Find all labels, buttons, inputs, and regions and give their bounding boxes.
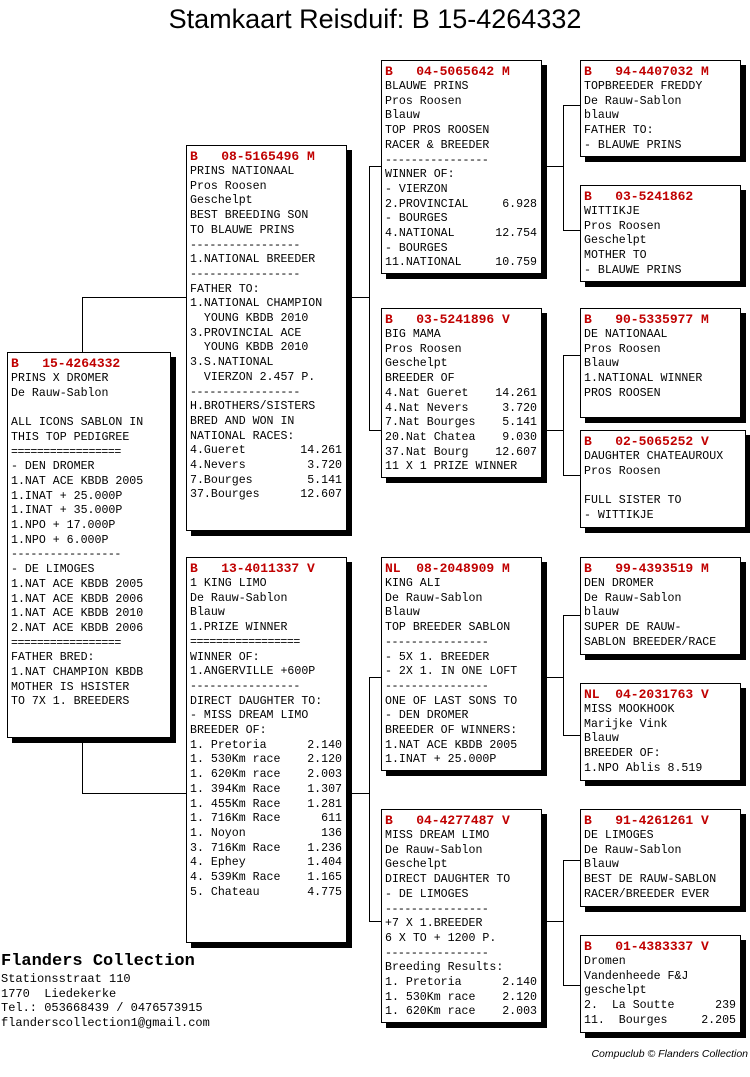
connector-line xyxy=(82,793,187,794)
result-race: 3. 716Km Race xyxy=(190,841,281,855)
connector-line xyxy=(369,677,370,921)
ring-number: NL 04-2031763 V xyxy=(584,687,709,702)
card-text-line: geschelpt xyxy=(584,984,647,998)
card-text-line: De Rauw-Sablon xyxy=(584,591,682,605)
card-text-line: 1.INAT + 25.000P xyxy=(385,753,497,767)
card-text-line: - BLAUWE PRINS xyxy=(584,263,682,277)
pedigree-card-sire-sire-sire xyxy=(580,60,741,157)
card-text-line: BEST DE RAUW-SABLON xyxy=(584,873,717,887)
result-count: 14.261 xyxy=(300,444,342,458)
separator-line: ----------------- xyxy=(190,267,300,281)
result-row xyxy=(190,474,346,489)
card-text-line: FATHER TO: xyxy=(584,124,654,138)
card-text-line: De Rauw-Sablon xyxy=(190,591,288,605)
pedigree-card-sire-dam-sire xyxy=(580,308,741,418)
result-count: 3.720 xyxy=(307,459,342,473)
card-text-line: BRED AND WON IN xyxy=(190,414,295,428)
pedigree-card-dam-sire xyxy=(381,557,542,771)
result-row xyxy=(385,976,541,991)
card-text-line: RACER & BREEDER xyxy=(385,138,490,152)
result-row xyxy=(190,842,346,857)
card-text-line: Breeding Results: xyxy=(385,961,504,975)
card-text-line: VIERZON 2.457 P. xyxy=(190,370,316,384)
card-text-line: Geschelpt xyxy=(584,234,647,248)
card-text-line: De Rauw-Sablon xyxy=(385,591,483,605)
card-text-line: - 2X 1. IN ONE LOFT xyxy=(385,665,518,679)
result-row xyxy=(190,444,346,459)
card-text-line: blauw xyxy=(584,606,619,620)
card-text-line: DE LIMOGES xyxy=(584,829,654,842)
pedigree-card-dam-sire-dam xyxy=(580,683,741,781)
result-race: 4.NATIONAL xyxy=(385,227,455,241)
card-text-line: De Rauw-Sablon xyxy=(11,386,109,400)
ring-number: B 13-4011337 V xyxy=(190,561,315,576)
card-text-line: ONE OF LAST SONS TO xyxy=(385,694,518,708)
result-race: 1. 620Km race xyxy=(190,768,281,782)
card-text-line: 1.NATIONAL WINNER xyxy=(584,372,703,386)
separator-line: ---------------- xyxy=(385,635,489,649)
card-text-line: Pros Roosen xyxy=(584,342,661,356)
connector-line xyxy=(82,297,83,353)
card-text-line: Pros Roosen xyxy=(584,219,661,233)
separator-line: ================= xyxy=(11,636,121,650)
card-text-line: 1.NAT ACE KBDB 2010 xyxy=(11,607,144,621)
result-row xyxy=(190,886,346,901)
result-count: 239 xyxy=(715,999,736,1013)
card-text-line: 6 X TO + 1200 P. xyxy=(385,931,497,945)
separator-line: ----------------- xyxy=(190,679,300,693)
result-race: 1. Pretoria xyxy=(385,976,462,989)
separator-line: ---------------- xyxy=(385,902,489,916)
card-text-line: Geschelpt xyxy=(385,858,448,872)
result-count: 1.307 xyxy=(307,782,342,796)
result-row xyxy=(385,446,541,461)
card-text-line: TO BLAUWE PRINS xyxy=(190,223,295,237)
card-text-line: SUPER DE RAUW- xyxy=(584,621,682,635)
ring-number: B 02-5065252 V xyxy=(584,434,709,449)
card-text-line: - BOURGES xyxy=(385,241,448,255)
result-count: 2.140 xyxy=(307,738,342,752)
breeder-name: Flanders Collection xyxy=(1,952,195,971)
ring-number: B 01-4383337 V xyxy=(584,939,709,954)
pedigree-card-dam-sire-sire xyxy=(580,557,741,655)
card-text-line: FATHER BRED: xyxy=(11,651,95,665)
card-text-line: 1.NPO + 17.000P xyxy=(11,519,116,532)
card-text-line: Pros Roosen xyxy=(190,179,267,193)
connector-line xyxy=(545,166,564,167)
card-text-line: MISS MOOKHOOK xyxy=(584,703,675,716)
result-row xyxy=(190,783,346,798)
card-text-line: - 5X 1. BREEDER xyxy=(385,650,490,664)
card-text-line: NATIONAL RACES: xyxy=(190,429,295,443)
result-row xyxy=(190,812,346,827)
ring-number: B 91-4261261 V xyxy=(584,813,709,828)
card-text-line xyxy=(11,401,170,416)
breeder-contact xyxy=(1,952,210,1030)
breeder-email[interactable]: flanderscollection1@gmail.com xyxy=(1,1015,210,1030)
card-text-line: - BOURGES xyxy=(385,212,448,226)
pedigree-card-dam xyxy=(186,557,347,943)
result-race: 1. 716Km Race xyxy=(190,812,281,826)
result-row xyxy=(385,198,541,213)
card-text-line: WITTIKJE xyxy=(584,205,640,218)
card-text-line: TOP BREEDER SABLON xyxy=(385,621,511,635)
result-race: 4.Nevers xyxy=(190,459,246,473)
result-count: 2.140 xyxy=(502,976,537,989)
card-text-line: BEST BREEDING SON xyxy=(190,209,309,223)
pedigree-card-sire-sire-dam xyxy=(580,185,741,282)
card-text-line: YOUNG KBDB 2010 xyxy=(190,312,309,325)
card-text-line: WINNER OF: xyxy=(190,650,260,664)
pedigree-card-sire-sire xyxy=(381,60,542,274)
result-race: 2. La Soutte xyxy=(584,999,675,1013)
result-count: 12.607 xyxy=(495,445,537,459)
card-text-line: BLAUWE PRINS xyxy=(385,80,469,93)
result-race: 20.Nat Chatea xyxy=(385,430,476,444)
card-text-line: 1.NAT CHAMPION KBDB xyxy=(11,666,144,679)
card-text-line: - MISS DREAM LIMO xyxy=(190,709,309,723)
card-text-line: FULL SISTER TO xyxy=(584,494,682,508)
connector-line xyxy=(545,921,564,922)
card-text-line: 1.INAT + 35.000P xyxy=(11,504,123,518)
card-text-line: DE NATIONAAL xyxy=(584,328,668,341)
card-text-line: PROS ROOSEN xyxy=(584,386,661,400)
card-text-line: 11 X 1 PRIZE WINNER xyxy=(385,460,518,474)
connector-line xyxy=(351,793,370,794)
card-text-line: KING ALI xyxy=(385,577,441,590)
card-text-line: 1.NAT ACE KBDB 2006 xyxy=(11,592,144,606)
card-text-line: - DE LIMOGES xyxy=(385,887,469,901)
result-count: 9.030 xyxy=(502,430,537,444)
connector-line xyxy=(82,738,83,794)
card-text-line: 1 KING LIMO xyxy=(190,577,267,590)
result-count: 3.720 xyxy=(502,401,537,415)
card-text-line: Marijke Vink xyxy=(584,717,668,731)
card-text-line: MISS DREAM LIMO xyxy=(385,829,490,842)
pedigree-card-sire xyxy=(186,145,347,531)
pedigree-card-dam-dam xyxy=(381,809,542,1023)
result-count: 2.120 xyxy=(307,753,342,767)
connector-line xyxy=(563,105,564,230)
card-text-line xyxy=(584,479,745,494)
separator-line: ================= xyxy=(190,635,300,649)
card-text-line: - DE LIMOGES xyxy=(11,563,95,577)
result-count: 5.141 xyxy=(307,473,342,487)
page-title: Stamkaart Reisduif: B 15-4264332 xyxy=(168,4,582,34)
separator-line: ----------------- xyxy=(11,548,121,562)
result-count: 611 xyxy=(321,812,342,826)
card-text-line: YOUNG KBDB 2010 xyxy=(190,341,309,355)
card-text-line: Blauw xyxy=(584,357,619,371)
ring-number: B 04-5065642 M xyxy=(385,64,510,79)
card-text-line: H.BROTHERS/SISTERS xyxy=(190,400,316,414)
card-text-line: DAUGHTER CHATEAUROUX xyxy=(584,450,724,463)
connector-line xyxy=(563,615,564,735)
result-race: 4.Gueret xyxy=(190,444,246,458)
card-text-line: TOP PROS ROOSEN xyxy=(385,124,490,138)
card-text-line: Blauw xyxy=(584,732,619,746)
separator-line: ----------------- xyxy=(190,238,300,252)
card-text-line: +7 X 1.BREEDER xyxy=(385,917,483,931)
ring-number: B 90-5335977 M xyxy=(584,312,709,327)
result-count: 6.928 xyxy=(502,197,537,211)
card-text-line: 1.NATIONAL BREEDER xyxy=(190,253,316,267)
result-row xyxy=(385,256,541,271)
result-count: 10.759 xyxy=(495,256,537,270)
result-race: 2.PROVINCIAL xyxy=(385,197,469,211)
pedigree-card-subject xyxy=(7,352,171,738)
card-text-line: - VIERZON xyxy=(385,182,448,196)
separator-line: ---------------- xyxy=(385,946,489,960)
result-row xyxy=(190,798,346,813)
result-count: 1.165 xyxy=(307,871,342,885)
card-text-line: BREEDER OF xyxy=(385,372,455,386)
result-race: 1. 620Km race xyxy=(385,1005,476,1019)
result-count: 12.754 xyxy=(495,227,537,241)
result-race: 4.Nat Gueret xyxy=(385,386,469,400)
result-race: 7.Nat Bourges xyxy=(385,416,476,430)
card-text-line: blauw xyxy=(584,109,619,123)
card-text-line: FATHER TO: xyxy=(190,282,260,296)
result-row xyxy=(584,999,740,1014)
result-race: 1. 530Km race xyxy=(190,753,281,767)
credit-line: Compuclub © Flanders Collection xyxy=(591,1048,748,1060)
result-race: 1. Pretoria xyxy=(190,738,267,752)
ring-number: B 04-4277487 V xyxy=(385,813,510,828)
ring-number: B 03-5241896 V xyxy=(385,312,510,327)
result-row xyxy=(190,739,346,754)
result-count: 5.141 xyxy=(502,416,537,430)
card-text-line: Vandenheede F&J xyxy=(584,969,689,983)
result-race: 5. Chateau xyxy=(190,885,260,899)
pedigree-card-dam-dam-dam xyxy=(580,935,741,1033)
card-text-line: De Rauw-Sablon xyxy=(584,94,682,108)
card-text-line: 1.NAT ACE KBDB 2005 xyxy=(11,474,144,488)
card-text-line: 3.PROVINCIAL ACE xyxy=(190,326,302,340)
result-row xyxy=(385,387,541,402)
result-row xyxy=(385,416,541,431)
result-count: 2.120 xyxy=(502,990,537,1004)
card-text-line: MOTHER IS HSISTER xyxy=(11,680,130,694)
card-text-line: 2.NAT ACE KBDB 2006 xyxy=(11,621,144,635)
card-text-line: SABLON BREEDER/RACE xyxy=(584,635,717,649)
result-race: 1. Noyon xyxy=(190,826,246,840)
card-text-line: - DEN DROMER xyxy=(11,460,95,474)
card-text-line: Blauw xyxy=(385,606,420,620)
result-race: 1. 394Km Race xyxy=(190,782,281,796)
card-text-line: PRINS NATIONAAL xyxy=(190,165,295,178)
card-text-line: 1.NPO Ablis 8.519 xyxy=(584,761,703,775)
result-count: 1.404 xyxy=(307,856,342,870)
breeder-city: 1770 Liedekerke xyxy=(1,986,117,1001)
card-text-line: Pros Roosen xyxy=(385,342,462,356)
result-race: 7.Bourges xyxy=(190,473,253,487)
result-count: 4.775 xyxy=(307,885,342,899)
card-text-line: MOTHER TO xyxy=(584,249,647,263)
result-count: 2.003 xyxy=(307,768,342,782)
card-text-line: Geschelpt xyxy=(190,194,253,208)
card-text-line: 1.NAT ACE KBDB 2005 xyxy=(11,577,144,591)
connector-line xyxy=(545,677,564,678)
card-text-line: De Rauw-Sablon xyxy=(584,843,682,857)
card-text-line: Pros Roosen xyxy=(385,94,462,108)
breeder-address: Stationsstraat 110 xyxy=(1,972,131,986)
connector-line xyxy=(563,355,564,475)
result-count: 1.236 xyxy=(307,841,342,855)
breeder-phone: Tel.: 053668439 / 0476573915 xyxy=(1,1001,203,1016)
result-row xyxy=(190,753,346,768)
card-text-line: BIG MAMA xyxy=(385,328,441,341)
card-text-line: RACER/BREEDER EVER xyxy=(584,887,710,901)
ring-number: B 15-4264332 xyxy=(11,356,121,371)
result-row xyxy=(190,871,346,886)
result-race: 4.Nat Nevers xyxy=(385,401,469,415)
card-text-line: TOPBREEDER FREDDY xyxy=(584,80,703,93)
result-count: 14.261 xyxy=(495,386,537,400)
result-row xyxy=(385,402,541,417)
card-text-line: Blauw xyxy=(190,606,225,620)
result-row xyxy=(385,431,541,446)
result-row xyxy=(190,459,346,474)
card-text-line: DIRECT DAUGHTER TO: xyxy=(190,694,323,708)
pedigree-card-sire-dam xyxy=(381,308,542,478)
ring-number: NL 08-2048909 M xyxy=(385,561,510,576)
result-count: 1.281 xyxy=(307,797,342,811)
result-row xyxy=(584,1014,740,1029)
card-text-line: DEN DROMER xyxy=(584,577,654,590)
card-text-line: Blauw xyxy=(385,109,420,123)
result-row xyxy=(190,856,346,871)
connector-line xyxy=(545,430,564,431)
result-race: 1. 530Km race xyxy=(385,990,476,1004)
connector-line xyxy=(563,860,564,985)
pedigree-card-dam-dam-sire xyxy=(580,809,741,907)
ring-number: B 08-5165496 M xyxy=(190,149,315,164)
result-row xyxy=(385,227,541,242)
result-race: 11. Bourges xyxy=(584,1013,668,1027)
result-count: 2.003 xyxy=(502,1005,537,1019)
result-race: 11.NATIONAL xyxy=(385,256,462,270)
result-count: 136 xyxy=(321,826,342,840)
card-text-line: PRINS X DROMER xyxy=(11,372,109,385)
card-text-line: Dromen xyxy=(584,955,626,968)
card-text-line: 1.NPO + 6.000P xyxy=(11,533,109,547)
card-text-line: WINNER OF: xyxy=(385,168,455,182)
card-text-line: 1.NAT ACE KBDB 2005 xyxy=(385,738,518,752)
result-count: 2.205 xyxy=(701,1013,736,1027)
result-row xyxy=(385,1005,541,1020)
card-text-line: - BLAUWE PRINS xyxy=(584,138,682,152)
result-race: 37.Nat Bourg xyxy=(385,445,469,459)
result-race: 4. 539Km Race xyxy=(190,871,281,885)
card-text-line: BREEDER OF: xyxy=(190,724,267,737)
result-row xyxy=(190,827,346,842)
separator-line: ================= xyxy=(11,445,121,459)
card-text-line: TO 7X 1. BREEDERS xyxy=(11,695,130,709)
result-race: 37.Bourges xyxy=(190,488,260,502)
separator-line: ---------------- xyxy=(385,153,489,167)
result-race: 1. 455Km Race xyxy=(190,797,281,811)
result-row xyxy=(385,991,541,1006)
card-text-line: Geschelpt xyxy=(385,357,448,371)
card-text-line: 1.NATIONAL CHAMPION xyxy=(190,297,323,311)
card-text-line: BREEDER OF WINNERS: xyxy=(385,724,518,737)
card-text-line: ALL ICONS SABLON IN xyxy=(11,416,144,430)
pedigree-card-sire-dam-dam xyxy=(580,430,746,528)
card-text-line: DIRECT DAUGHTER TO xyxy=(385,873,511,887)
card-text-line: De Rauw-Sablon xyxy=(385,843,483,857)
result-count: 12.607 xyxy=(300,488,342,502)
result-row xyxy=(190,768,346,783)
ring-number: B 03-5241862 xyxy=(584,189,694,204)
ring-number: B 99-4393519 M xyxy=(584,561,709,576)
card-text-line: 1.PRIZE WINNER xyxy=(190,621,288,635)
card-text-line: - DEN DROMER xyxy=(385,709,469,723)
connector-line xyxy=(369,166,370,430)
separator-line: ----------------- xyxy=(190,385,300,399)
connector-line xyxy=(82,297,187,298)
card-text-line: BREEDER OF: xyxy=(584,747,661,761)
card-text-line: 1.ANGERVILLE +600P xyxy=(190,665,316,679)
card-text-line: Pros Roosen xyxy=(584,464,661,478)
result-row xyxy=(190,488,346,503)
separator-line: ---------------- xyxy=(385,679,489,693)
card-text-line: Blauw xyxy=(584,858,619,872)
card-text-line: THIS TOP PEDIGREE xyxy=(11,430,130,444)
ring-number: B 94-4407032 M xyxy=(584,64,709,79)
connector-line xyxy=(351,297,370,298)
card-text-line: - WITTIKJE xyxy=(584,508,654,522)
result-race: 4. Ephey xyxy=(190,856,246,870)
card-text-line: 1.INAT + 25.000P xyxy=(11,489,123,503)
card-text-line: 3.S.NATIONAL xyxy=(190,356,274,370)
